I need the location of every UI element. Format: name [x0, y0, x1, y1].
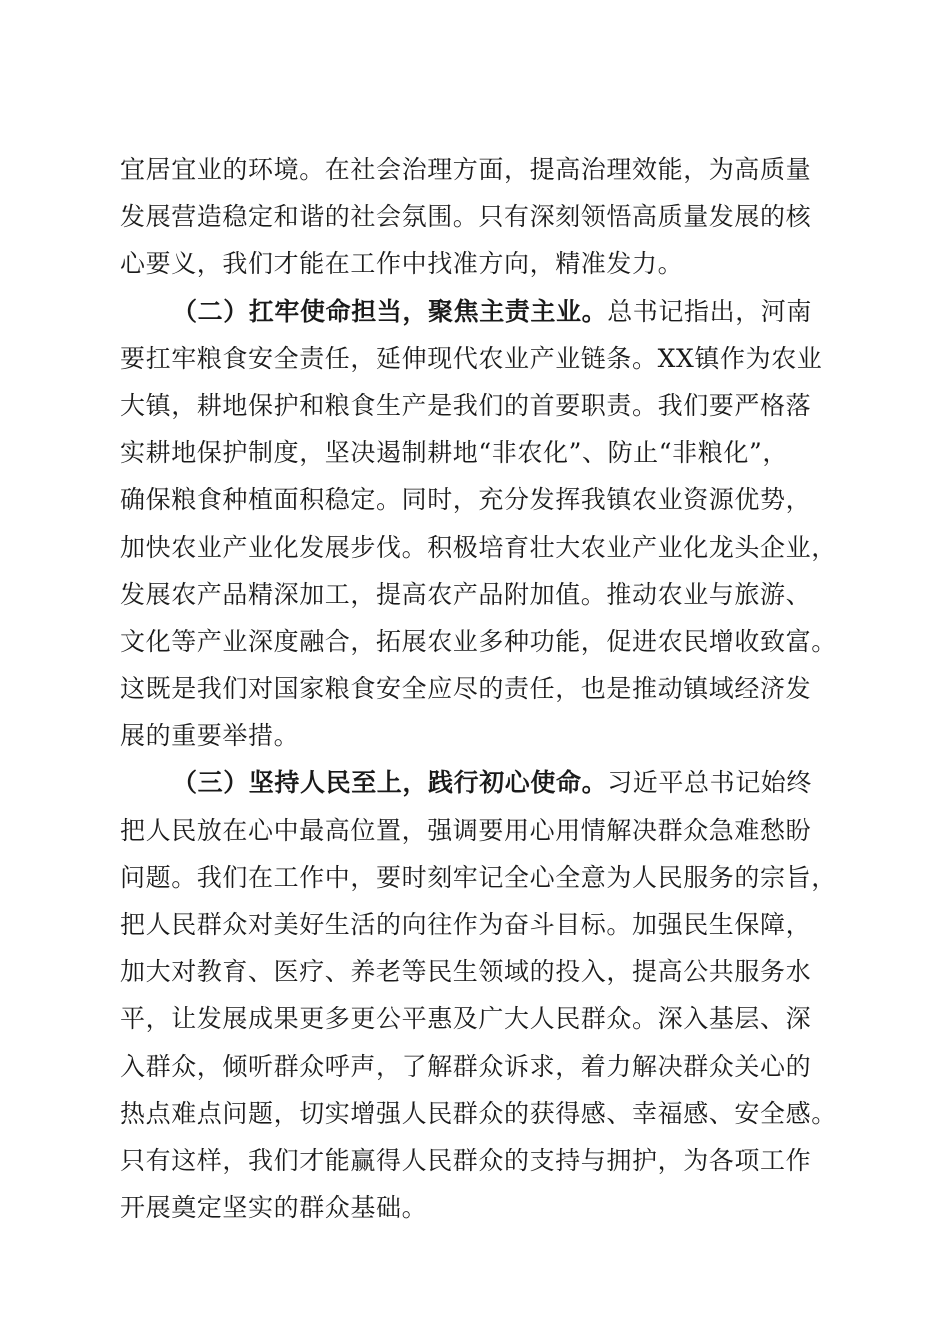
section-2-heading: （二）扛牢使命担当，聚焦主责主业。 — [172, 296, 608, 326]
paragraph-line: 确保粮食种植面积稳定。同时，充分发挥我镇农业资源优势， — [120, 485, 812, 515]
paragraph-line: 只有这样，我们才能赢得人民群众的支持与拥护，为各项工作 — [120, 1145, 812, 1175]
paragraph-line: 实耕地保护制度，坚决遏制耕地“非农化”、防止“非粮化”， — [120, 438, 788, 468]
paragraph-line: 平，让发展成果更多更公平惠及广大人民群众。深入基层、深 — [120, 1004, 812, 1034]
paragraph-line: 把人民放在心中最高位置，强调要用心用情解决群众急难愁盼 — [120, 815, 812, 845]
paragraph-line: 加大对教育、医疗、养老等民生领域的投入，提高公共服务水 — [120, 957, 812, 987]
paragraph-line: 发展农产品精深加工，提高农产品附加值。推动农业与旅游、 — [120, 579, 812, 609]
section-3-first-line — [120, 759, 850, 806]
paragraph-line: 展的重要举措。 — [120, 721, 300, 751]
section-2-lead: 总书记指出，河南 — [607, 296, 813, 326]
section-2-first-line — [120, 288, 850, 335]
paragraph-line: 入群众，倾听群众呼声，了解群众诉求，着力解决群众关心的 — [120, 1051, 812, 1081]
paragraph-line: 加快农业产业化发展步伐。积极培育壮大农业产业化龙头企业， — [120, 532, 837, 562]
paragraph-line: 发展营造稳定和谐的社会氛围。只有深刻领悟高质量发展的核 — [120, 202, 812, 232]
paragraph-line: 文化等产业深度融合，拓展农业多种功能，促进农民增收致富。 — [120, 626, 837, 656]
paragraph-line: 把人民群众对美好生活的向往作为奋斗目标。加强民生保障， — [120, 910, 812, 939]
document-body — [120, 146, 850, 1231]
paragraph-line: 大镇，耕地保护和粮食生产是我们的首要职责。我们要严格落 — [120, 390, 812, 420]
paragraph-line: 开展奠定坚实的群众基础。 — [120, 1193, 428, 1223]
paragraph-line: 要扛牢粮食安全责任，延伸现代农业产业链条。XX镇作为农业 — [120, 343, 823, 373]
paragraph-line: 热点难点问题，切实增强人民群众的获得感、幸福感、安全感。 — [120, 1098, 837, 1128]
paragraph-line: 这既是我们对国家粮食安全应尽的责任，也是推动镇域经济发 — [120, 674, 812, 704]
paragraph-line: 宜居宜业的环境。在社会治理方面，提高治理效能，为高质量 — [120, 155, 812, 184]
section-3-heading: （三）坚持人民至上，践行初心使命。 — [172, 768, 608, 798]
paragraph-line: 心要义，我们才能在工作中找准方向，精准发力。 — [120, 249, 684, 279]
section-3-lead: 习近平总书记始终 — [607, 768, 813, 798]
paragraph-line: 问题。我们在工作中，要时刻牢记全心全意为人民服务的宗旨， — [120, 862, 837, 892]
